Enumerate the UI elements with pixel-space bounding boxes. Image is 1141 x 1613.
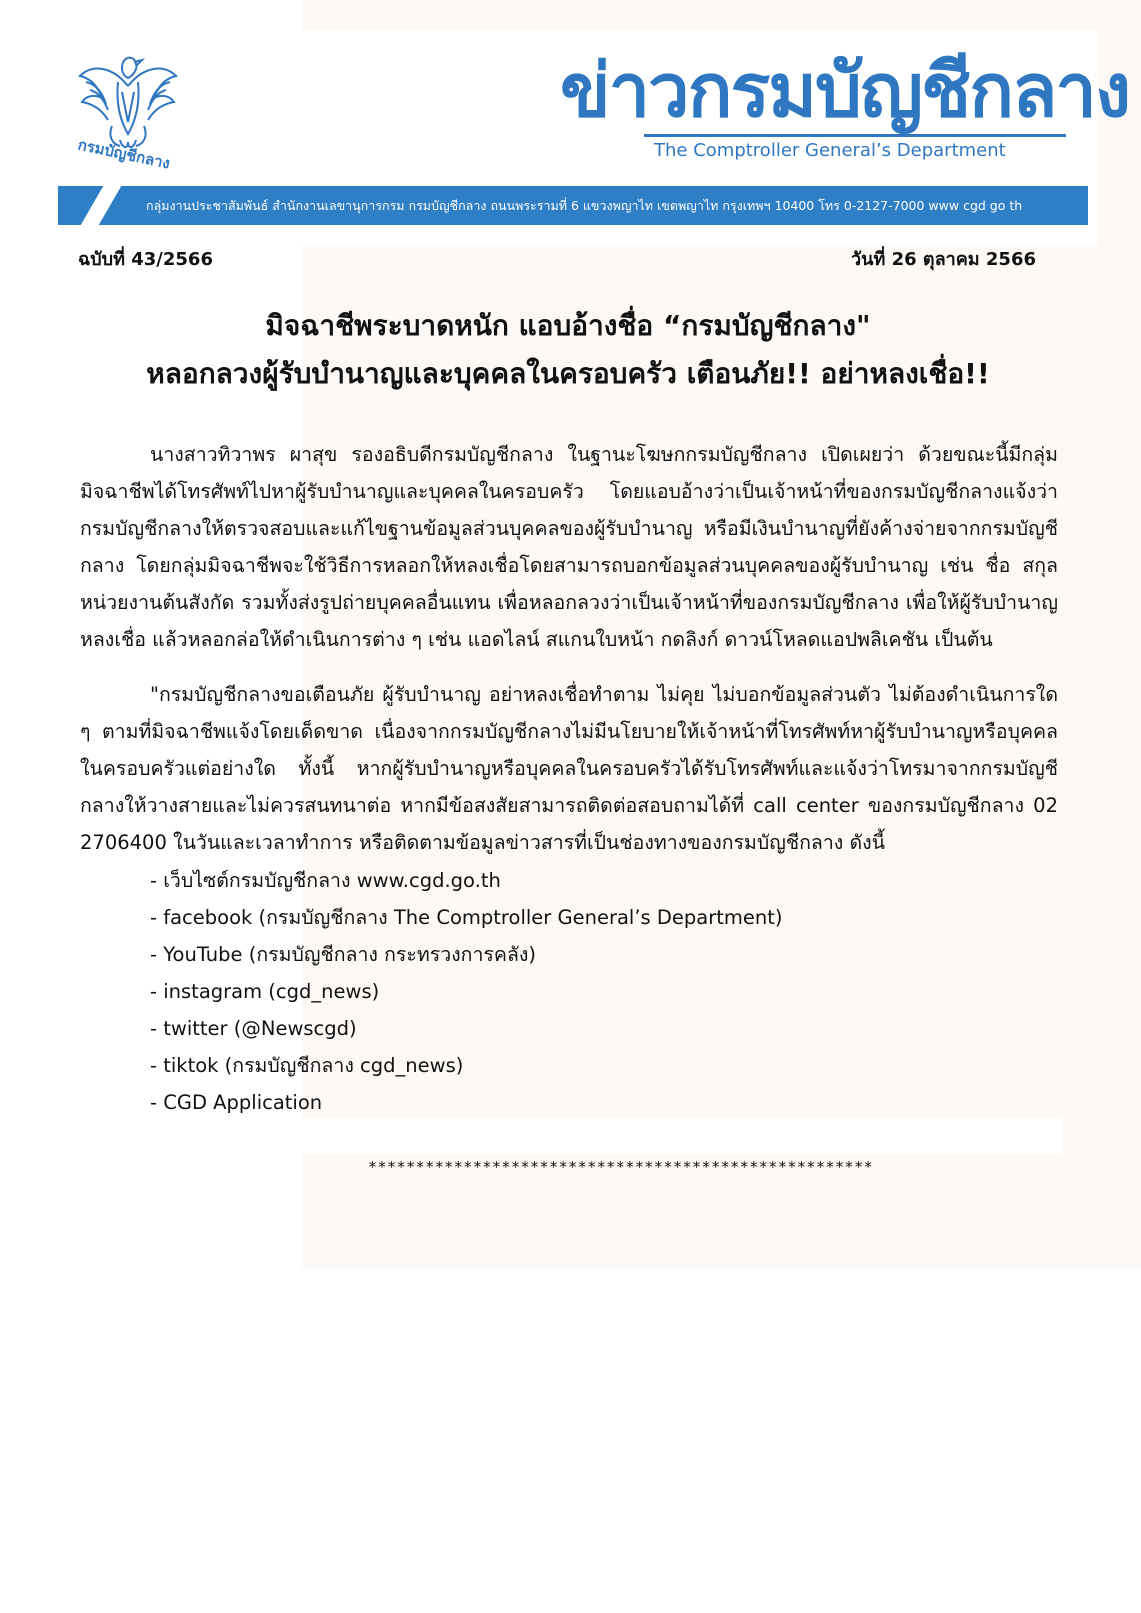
issue-date: วันที่ 26 ตุลาคม 2566 xyxy=(851,249,1036,270)
channel-list xyxy=(150,862,783,1121)
channel-website: - เว็บไซต์กรมบัญชีกลาง www.cgd.go.th xyxy=(150,869,501,892)
body-paragraph-2: "กรมบัญชีกลางขอเตือนภัย ผู้รับบำนาญ อย่าหลงเชื่อทำตาม ไม่คุย ไม่บอกข้อมูลส่วนตัว ไม่ต้องดำเนินการใด ๆ ตามที่มิจฉาชีพแจ้งโดยเด็ดขาด เนื่องจากกรมบัญชีกลางไม่มีนโยบายให้เจ้าหน้าที่โทรศัพท์หาผู้รับบำนาญหรือบุคคลในครอบครัวแต่อย่างใด ทั้งนี้ หากผู้รับบำนาญหรือบุคคลในครอบครัวได้รับโทรศัพท์และแจ้งว่าโทรมาจากกรมบัญชีกลางให้วางสายและไม่ควรสนทนาต่อ หากมีข้อสงสัยสามารถติดต่อสอบถามได้ที่ call center ของกรมบัญชีกลาง 02 2706400 ในวันและเวลาทำการ หรือติดตามข้อมูลข่าวสารที่เป็นช่องทางของกรมบัญชีกลาง ดังนี้ xyxy=(80,683,1058,854)
channel-youtube: - YouTube (กรมบัญชีกลาง กระทรวงการคลัง) xyxy=(150,943,537,966)
channel-tiktok: - tiktok (กรมบัญชีกลาง cgd_news) xyxy=(150,1054,464,1077)
footer-strip xyxy=(302,1118,1062,1154)
channel-instagram: - instagram (cgd_news) xyxy=(150,980,380,1003)
body-paragraph-1: นางสาวทิวาพร ผาสุข รองอธิบดีกรมบัญชีกลาง ในฐานะโฆษกกรมบัญชีกลาง เปิดเผยว่า ด้วยขณะนี้มีกลุ่มมิจฉาชีพได้โทรศัพท์ไปหาผู้รับบำนาญและบุคคลในครอบครัว โดยแอบอ้างว่าเป็นเจ้าหน้าที่ของกรมบัญชีกลางแจ้งว่า กรมบัญชีกลางให้ตรวจสอบและแก้ไขฐานข้อมูลส่วนบุคคลของผู้รับบำนาญ หรือมีเงินบำนาญที่ยังค้างจ่ายจากกรมบัญชีกลาง โดยกลุ่มมิจฉาชีพจะใช้วิธีการหลอกให้หลงเชื่อโดยสามารถบอกข้อมูลส่วนบุคคลของผู้รับบำนาญ เช่น ชื่อ สกุล หน่วยงานต้นสังกัด รวมทั้งส่งรูปถ่ายบุคคลอื่นแทน เพื่อหลอกลวงว่าเป็นเจ้าหน้าที่ของกรมบัญชีกลาง เพื่อให้ผู้รับบำนาญหลงเชื่อ แล้วหลอกล่อให้ดำเนินการต่าง ๆ เช่น แอดไลน์ สแกนใบหน้า กดลิงก์ ดาวน์โหลดแอปพลิเคชัน เป็นต้น xyxy=(80,443,1058,651)
brand-block xyxy=(560,42,1130,172)
banner-text: กลุ่มงานประชาสัมพันธ์ สำนักงานเลขานุการกรม กรมบัญชีกลาง ถนนพระรามที่ 6 แขวงพญาไท เขตพญาไท กรุงเทพฯ 10400 โทร 0-2127-7000 www cgd go th xyxy=(146,198,1023,213)
brand-title: ข่าวกรมบัญชีกลาง xyxy=(560,48,1130,134)
issue-number: ฉบับที่ 43/2566 xyxy=(78,249,213,270)
headline xyxy=(78,302,1058,398)
end-separator: ***************************************************** xyxy=(368,1158,874,1176)
department-emblem-icon xyxy=(72,46,184,176)
brand-underline xyxy=(644,134,1066,137)
channel-twitter: - twitter (@Newscgd) xyxy=(150,1017,357,1040)
channel-cgd-app: - CGD Application xyxy=(150,1091,323,1114)
channel-facebook: - facebook (กรมบัญชีกลาง The Comptroller General’s Department) xyxy=(150,906,783,929)
brand-subtitle: The Comptroller General’s Department xyxy=(654,140,1006,161)
logo-caption: กรมบัญชีกลาง xyxy=(76,135,172,173)
headline-line-2: หลอกลวงผู้รับบำนาญและบุคคลในครอบครัว เตือนภัย!! อย่าหลงเชื่อ!! xyxy=(146,357,990,390)
headline-line-1: มิจฉาชีพระบาดหนัก แอบอ้างชื่อ “กรมบัญชีกลาง" xyxy=(265,309,871,342)
